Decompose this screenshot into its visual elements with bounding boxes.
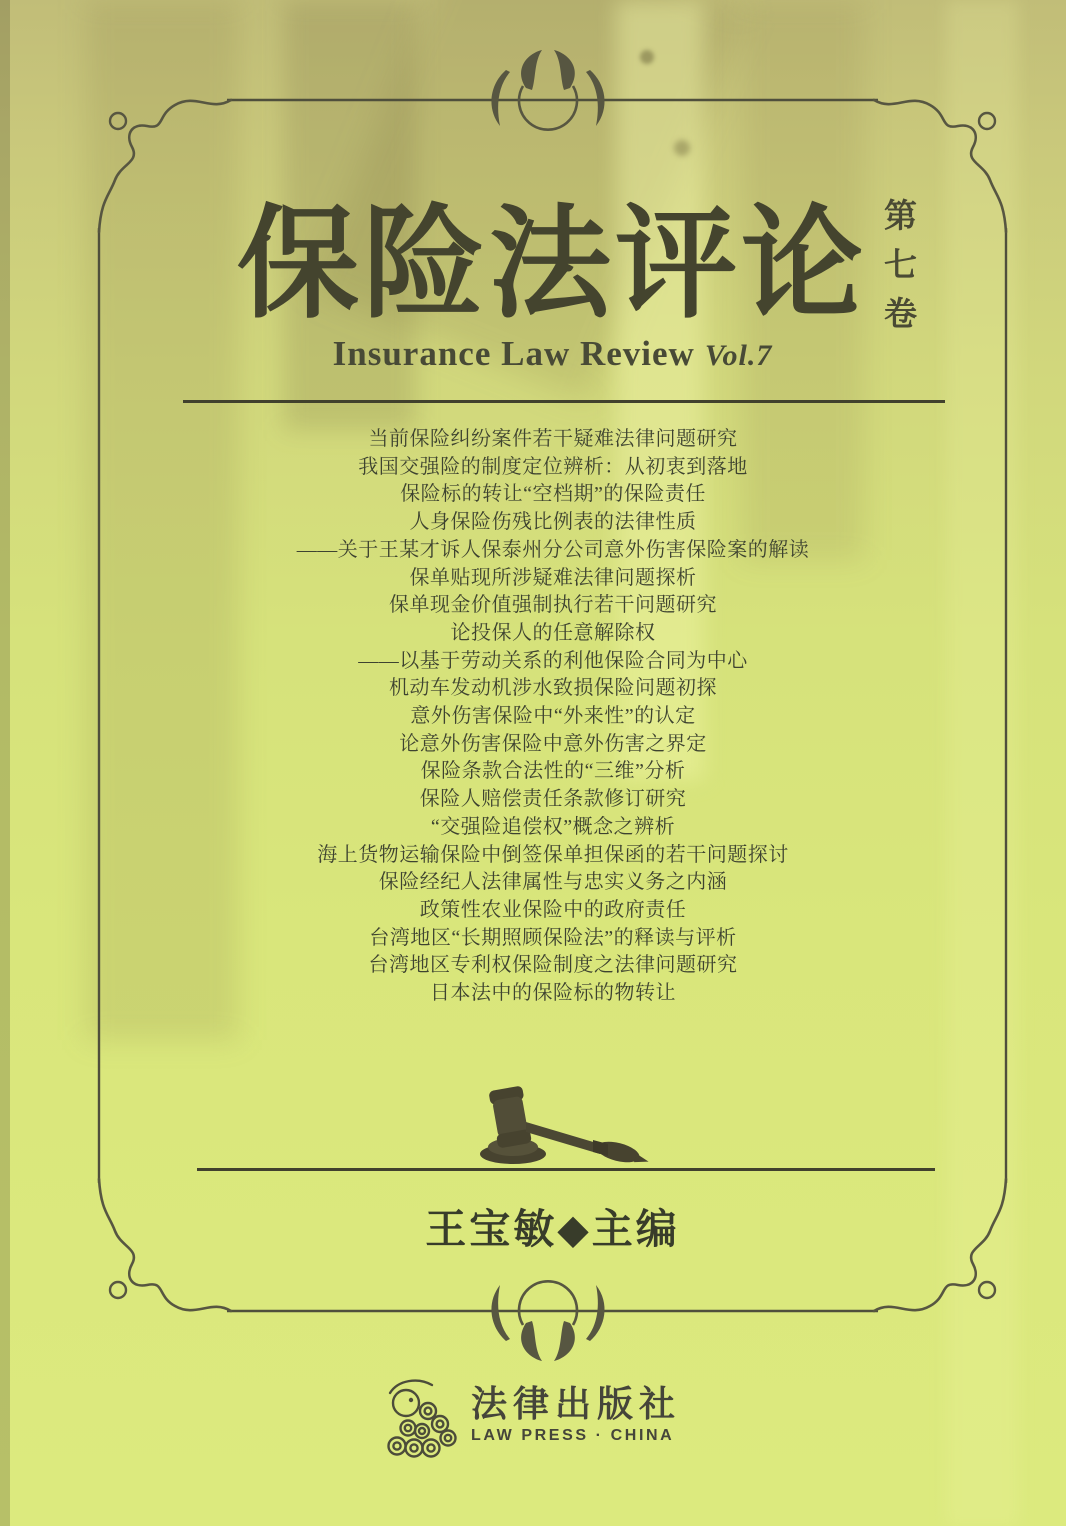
volume-label: 第七卷: [879, 198, 915, 345]
toc-line: 保险人赔偿责任条款修订研究: [419, 788, 687, 811]
toc-line: 保单现金价值强制执行若干问题研究: [389, 594, 717, 617]
toc-line: 我国交强险的制度定位辨析：从初衷到落地: [358, 455, 748, 478]
volume-en-text: Vol.7: [704, 339, 773, 372]
publisher-name-cn: 法律出版社: [470, 1383, 681, 1424]
divider-top-rule: [183, 400, 945, 403]
toc-line: 台湾地区专利权保险制度之法律问题研究: [368, 954, 738, 977]
wreath-ornament-icon: [491, 50, 604, 130]
toc-line: 当前保险纠纷案件若干疑难法律问题研究: [368, 428, 738, 450]
book-title-cn: 保险法评论: [237, 198, 867, 333]
toc-line: 论投保人的任意解除权: [450, 621, 656, 644]
book-title-en: [99, 334, 1006, 374]
toc-line: 海上货物运输保险中倒签保单担保函的若干问题探讨: [317, 843, 789, 866]
toc-line: 人身保险伤残比例表的法律性质: [409, 511, 697, 534]
gavel-image: [468, 1082, 668, 1174]
toc-line: 保单贴现所涉疑难法律问题探析: [409, 566, 697, 589]
toc-line: 论意外伤害保险中意外伤害之界定: [399, 732, 707, 755]
toc-line: 日本法中的保险标的物转让: [430, 982, 676, 1005]
law-press-beast-logo-icon: [385, 1376, 459, 1460]
toc-line: ——以基于劳动关系的利他保险合同为中心: [358, 649, 748, 672]
toc-line: 机动车发动机涉水致损保险问题初探: [389, 677, 717, 700]
toc-line: 保险经纪人法律属性与忠实义务之内涵: [378, 871, 728, 894]
editor-line: 王宝敏◆主编: [425, 1206, 680, 1252]
toc-list: [60, 426, 1046, 1008]
publisher-text: [471, 1376, 681, 1445]
divider-bottom-rule: [197, 1168, 935, 1171]
toc-line: 保险条款合法性的“三维”分析: [420, 760, 686, 783]
toc-line: 台湾地区“长期照顾保险法”的释读与评析: [369, 926, 737, 949]
toc-line: ——关于王某才诉人保泰州分公司意外伤害保险案的解读: [296, 538, 810, 561]
title-en-text: Insurance Law Review: [332, 334, 695, 373]
toc-line: “交强险追偿权”概念之辨析: [430, 815, 676, 838]
toc-line: 意外伤害保险中“外来性”的认定: [410, 705, 696, 728]
wreath-ornament-icon: [491, 1281, 604, 1361]
toc-line: 政策性农业保险中的政府责任: [419, 898, 687, 921]
publisher-block: [0, 1376, 1066, 1460]
publisher-name-en: LAW PRESS · CHINA: [470, 1427, 675, 1444]
toc-line: 保险标的转让“空档期”的保险责任: [400, 483, 706, 506]
